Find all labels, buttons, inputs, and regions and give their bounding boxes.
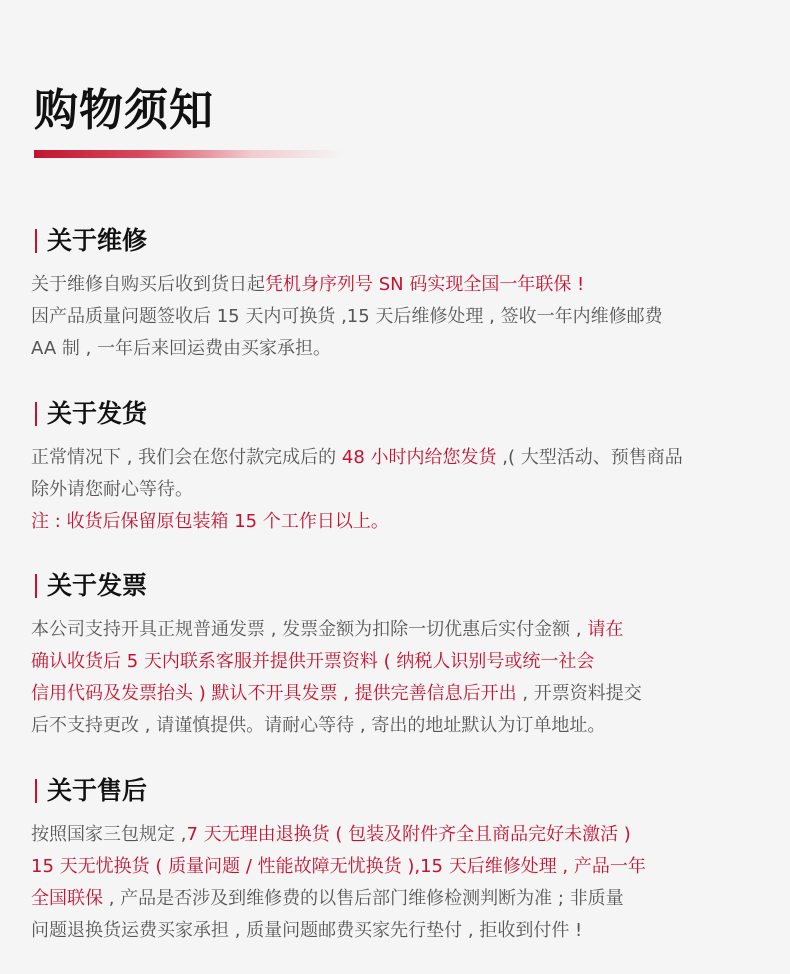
section-heading-text: 关于发货: [47, 399, 148, 428]
text-run-highlight: 确认收货后 5 天内联系客服并提供开票资料 ( 纳税人识别号或统一社会: [31, 651, 595, 672]
text-line: [31, 442, 771, 474]
section-heading-text: 关于维修: [47, 226, 148, 255]
text-line: [31, 851, 771, 883]
text-line: [31, 474, 771, 506]
section-invoice: [31, 570, 771, 742]
text-run: , 产品是否涉及到维修费的以售后部门维修检测判断为准 ; 非质量: [103, 888, 624, 909]
text-run-highlight: 全国联保: [31, 888, 103, 909]
text-line: [31, 915, 771, 947]
text-line: [31, 614, 771, 646]
text-run-highlight: 凭机身序列号 SN 码实现全国一年联保 !: [265, 274, 585, 295]
text-run: 除外请您耐心等待。: [31, 479, 193, 500]
text-run: AA 制 , 一年后来回运费由买家承担。: [31, 338, 332, 359]
section-heading: [31, 570, 771, 606]
text-run-highlight: 注 : 收货后保留原包装箱 15 个工作日以上。: [31, 511, 389, 532]
section-body: [31, 819, 771, 947]
text-line: [31, 269, 771, 301]
section-shipping: [31, 398, 771, 538]
section-heading-text: 关于售后: [47, 776, 148, 805]
text-run: 正常情况下 , 我们会在您付款完成后的: [31, 447, 342, 468]
section-body: [31, 269, 771, 365]
text-run: 关于维修自购买后收到货日起: [31, 274, 265, 295]
text-run: , 开票资料提交: [516, 683, 642, 704]
section-body: [31, 442, 771, 538]
text-line: [31, 710, 771, 742]
text-run: 问题退换货运费买家承担 , 质量问题邮费买家先行垫付 , 拒收到付件 !: [31, 920, 583, 941]
text-run-highlight: 请在: [587, 619, 624, 640]
text-run-highlight: 15 天无忧换货 ( 质量问题 / 性能故障无忧换货 ),15 天后维修处理 , 产品一年: [31, 856, 646, 877]
title-underline-accent: [34, 150, 344, 158]
section-heading-text: 关于发票: [47, 571, 148, 600]
heading-accent-bar: [35, 574, 37, 598]
text-line: [31, 678, 771, 710]
heading-accent-bar: [35, 229, 37, 253]
page-title: 购物须知: [34, 85, 214, 136]
text-line: [31, 819, 771, 851]
text-run: 本公司支持开具正规普通发票 , 发票金额为扣除一切优惠后实付金额 ,: [31, 619, 588, 640]
heading-accent-bar: [35, 779, 37, 803]
text-line: [31, 646, 771, 678]
text-run-highlight: 7 天无理由退换货 ( 包装及附件齐全且商品完好未激活 ): [186, 824, 631, 845]
section-heading: [31, 398, 771, 434]
text-run: ,( 大型活动、预售商品: [496, 447, 683, 468]
section-repair: [31, 225, 771, 365]
text-line: [31, 883, 771, 915]
section-heading: [31, 775, 771, 811]
section-body: [31, 614, 771, 742]
section-heading: [31, 225, 771, 261]
text-run-highlight: 48 小时内给您发货: [341, 447, 497, 468]
text-run: 后不支持更改 , 请谨慎提供。请耐心等待 , 寄出的地址默认为订单地址。: [31, 715, 606, 736]
section-after-sales: [31, 775, 771, 947]
heading-accent-bar: [35, 402, 37, 426]
text-line: [31, 333, 771, 365]
text-run: 按照国家三包规定 ,: [31, 824, 187, 845]
text-line: [31, 301, 771, 333]
text-run: 因产品质量问题签收后 15 天内可换货 ,15 天后维修处理 , 签收一年内维修邮费: [31, 306, 663, 327]
text-line: [31, 506, 771, 538]
text-run-highlight: 信用代码及发票抬头 ) 默认不开具发票 , 提供完善信息后开出: [31, 683, 517, 704]
